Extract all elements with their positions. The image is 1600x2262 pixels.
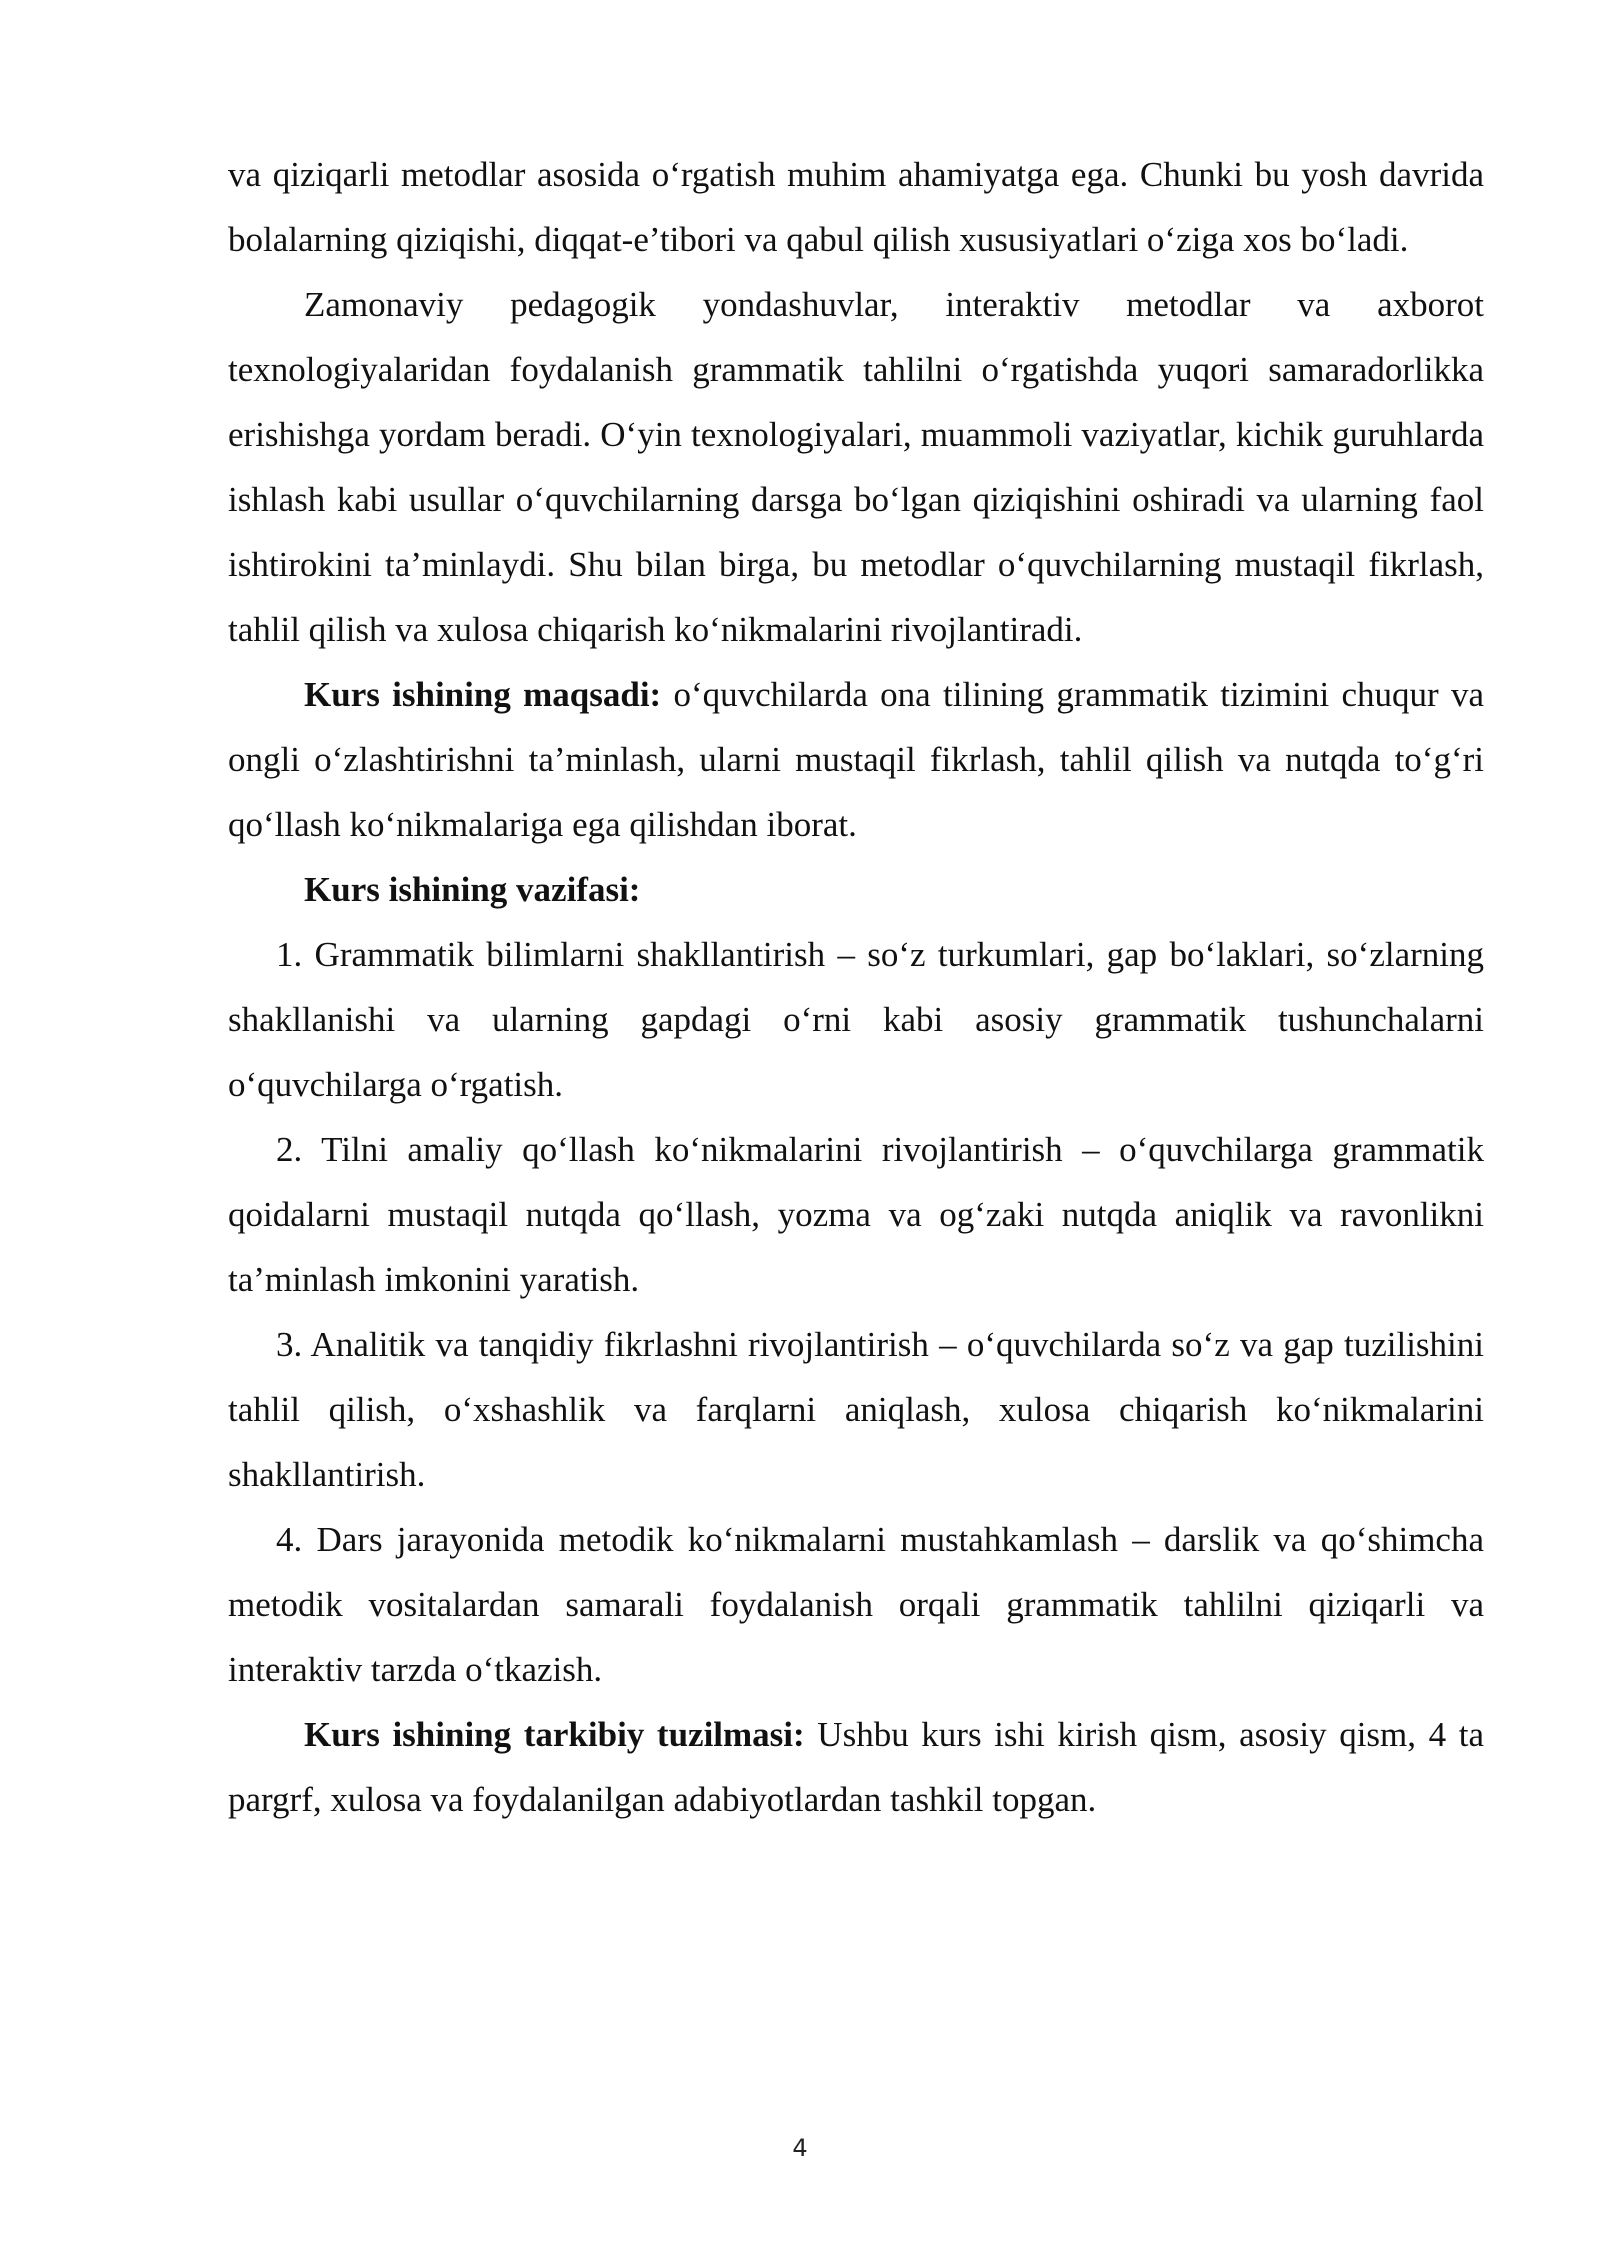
task-item-4: 4. Dars jarayonida metodik ko‘nikmalarni mustahkamlash – darslik va qo‘shimcha metodik vositalardan samarali foydalanish orqali grammatik tahlilni qiziqarli va interaktiv tarzda o‘tkazish.	[228, 1520, 1484, 1689]
task-item-1: 1. Grammatik bilimlarni shakllantirish – so‘z turkumlari, gap bo‘laklari, so‘zlarning shakllanishi va ularning gapdagi o‘rni kabi asosiy grammatik tushunchalarni o‘quvchilarga o‘rgatish.	[228, 935, 1484, 1104]
page-number: 4	[792, 2134, 808, 2162]
task-item-3: 3. Analitik va tanqidiy fikrlashni rivojlantirish – o‘quvchilarda so‘z va gap tuzilishini tahlil qilish, o‘xshashlik va farqlarni aniqlash, xulosa chiqarish ko‘nikmalarini shakllantirish.	[228, 1325, 1484, 1494]
structure-text: Ushbu kurs ishi kirish qism, asosiy qism, 4 ta pargrf, xulosa va foydalanilgan adabiyotlardan tashkil topgan.	[228, 1715, 1484, 1819]
tasks-label: Kurs ishining vazifasi:	[304, 870, 641, 909]
paragraph-structure	[228, 1702, 1484, 1832]
structure-label: Kurs ishining tarkibiy tuzilmasi:	[304, 1715, 805, 1754]
paragraph-modern-approaches: Zamonaviy pedagogik yondashuvlar, interaktiv metodlar va axborot texnologiyalaridan foydalanish grammatik tahlilni o‘rgatishda yuqori samaradorlikka erishishga yordam beradi. O‘yin texnologiyalari, muammoli vaziyatlar, kichik guruhlarda ishlash kabi usullar o‘quvchilarning darsga bo‘lgan qiziqishini oshiradi va ularning faol ishtirokini ta’minlaydi. Shu bilan birga, bu metodlar o‘quvchilarning mustaqil fikrlash, tahlil qilish va xulosa chiqarish ko‘nikmalarini rivojlantiradi.	[228, 285, 1484, 649]
paragraph-goal	[228, 662, 1484, 857]
goal-text: o‘quvchilarda ona tilining grammatik tizimini chuqur va ongli o‘zlashtirishni ta’minlash, ularni mustaqil fikrlash, tahlil qilish va nutqda to‘g‘ri qo‘llash ko‘nikmalariga ega qilishdan iborat.	[228, 675, 1484, 844]
task-item-2: 2. Tilni amaliy qo‘llash ko‘nikmalarini rivojlantirish – o‘quvchilarga grammatik qoidalarni mustaqil nutqda qo‘llash, yozma va og‘zaki nutqda aniqlik va ravonlikni ta’minlash imkonini yaratish.	[228, 1130, 1484, 1299]
goal-label: Kurs ishining maqsadi:	[304, 675, 662, 714]
paragraph-tasks-heading	[228, 857, 1484, 922]
document-body	[228, 142, 1484, 1832]
paragraph-intro: va qiziqarli metodlar asosida o‘rgatish muhim ahamiyatga ega. Chunki bu yosh davrida bolalarning qiziqishi, diqqat-e’tibori va qabul qilish xususiyatlari o‘ziga xos bo‘ladi.	[228, 155, 1484, 259]
